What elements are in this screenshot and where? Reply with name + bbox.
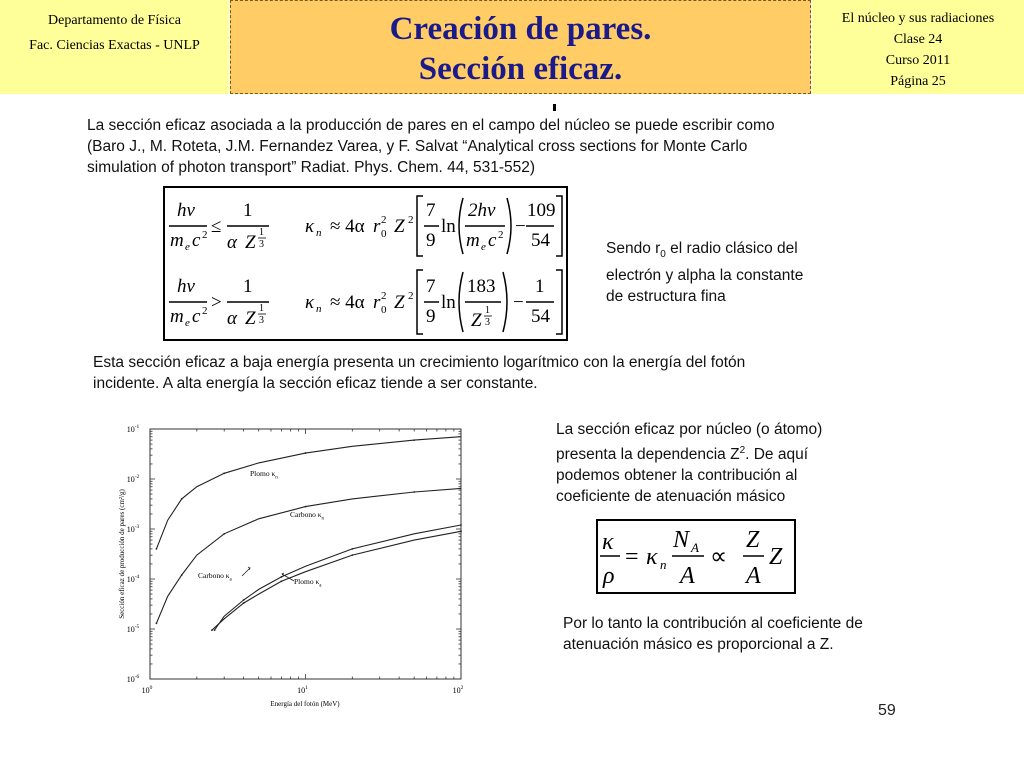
header-department xyxy=(0,0,229,94)
eq-a-den: A xyxy=(746,563,761,589)
y-tick-label: $10^{-6}$ xyxy=(126,674,140,684)
attenuation-equation-svg xyxy=(598,521,794,592)
alpha-symbol: α xyxy=(227,308,237,329)
series-point xyxy=(460,524,462,526)
greater-than-sign: > xyxy=(211,292,222,313)
curve-label-arrowhead xyxy=(282,573,284,576)
hv-numerator: hν xyxy=(177,200,195,221)
axis-ticks xyxy=(127,424,464,695)
x-axis-label: Energía del fotón (MeV) xyxy=(270,700,340,708)
r0-sub: 0 xyxy=(381,304,387,316)
series-point xyxy=(351,548,353,550)
faculty-name: Fac. Ciencias Exactas - UNLP xyxy=(29,38,200,53)
left-paren xyxy=(459,198,463,254)
eq-rho: ρ xyxy=(603,563,615,589)
less-equal-sign: ≤ xyxy=(211,216,222,237)
third-num: 1 xyxy=(259,303,264,314)
mec2-exp: 2 xyxy=(202,229,208,241)
one-numerator: 1 xyxy=(243,276,253,297)
left-paren xyxy=(459,272,463,332)
kappa-symbol: κ xyxy=(305,292,315,313)
minus-sign: − xyxy=(513,292,524,313)
cross-section-formulas-svg xyxy=(165,188,566,339)
intro-paragraph xyxy=(87,115,775,178)
ln-text: ln xyxy=(441,216,456,237)
eq-kappa-sub: n xyxy=(660,557,667,572)
r0-exp: 2 xyxy=(381,290,387,302)
header-course-info xyxy=(812,0,1024,94)
series-point xyxy=(211,629,213,631)
series-point xyxy=(413,491,415,493)
x-tick-label: $10^2$ xyxy=(452,685,464,695)
mec2-e: e xyxy=(481,241,486,253)
nine: 9 xyxy=(426,230,436,251)
series-point xyxy=(305,452,307,454)
series-line-plomo-a xyxy=(215,525,462,630)
z-line: podemos obtener la contribución al xyxy=(556,467,798,485)
mec2-exp: 2 xyxy=(202,305,208,317)
y-tick-label: $10^{-5}$ xyxy=(126,624,140,634)
series-point xyxy=(460,530,462,532)
left-bracket xyxy=(417,196,423,256)
curve-label: Carbono $\kappa_n$ xyxy=(290,510,324,522)
low-energy-paragraph xyxy=(93,352,745,394)
series-point xyxy=(413,439,415,441)
course-year: Curso 2011 xyxy=(885,53,951,68)
third-den: 3 xyxy=(259,239,264,250)
series-point xyxy=(243,599,245,601)
z-text: presenta la dependencia Z xyxy=(556,446,740,464)
series-point xyxy=(181,574,183,576)
eq-equals: = xyxy=(625,544,639,570)
right-paren xyxy=(503,272,507,332)
series-point xyxy=(223,533,225,535)
third-den: 3 xyxy=(259,315,264,326)
eq-z-num: Z xyxy=(746,527,760,553)
hv-numerator: hν xyxy=(177,276,195,297)
low-energy-line: Esta sección eficaz a baja energía presenta un crecimiento logarítmico con la energía del fotón xyxy=(93,354,746,371)
x-tick-label: $10^0$ xyxy=(141,685,153,695)
nine: 9 xyxy=(426,306,436,327)
den-54: 54 xyxy=(531,230,550,251)
series-point xyxy=(243,602,245,604)
mec2-c: c xyxy=(192,230,201,251)
series-point xyxy=(181,498,183,500)
approx-4alpha: ≈ 4α xyxy=(330,292,365,313)
series-point xyxy=(281,580,283,582)
z-symbol: Z xyxy=(245,308,256,329)
series-point xyxy=(281,576,283,578)
note-text: Sendo r xyxy=(606,240,661,257)
series-point xyxy=(305,506,307,508)
z-superscript: 2 xyxy=(739,445,746,456)
eq-a: A xyxy=(680,563,695,589)
z-text: . De aquí xyxy=(745,446,809,464)
intro-line: simulation of photon transport” Radiat. Phys. Chem. 44, 531-552) xyxy=(87,159,536,176)
eq-kappa-n: κ xyxy=(646,544,658,570)
series-line-carbono-n xyxy=(156,488,461,623)
class-number: Clase 24 xyxy=(893,32,943,47)
z-symbol: Z xyxy=(394,292,405,313)
curve-label: Plomo $\kappa_a$ xyxy=(294,577,322,589)
series-point xyxy=(214,629,216,631)
num-109: 109 xyxy=(527,200,556,221)
department-name: Departamento de Física xyxy=(48,13,181,28)
mec2-m: m xyxy=(466,230,480,251)
approx-4alpha: ≈ 4α xyxy=(330,216,365,237)
slide-title-line1: Creación de pares. xyxy=(389,11,652,47)
kappa-symbol: κ xyxy=(305,216,315,237)
third-num: 1 xyxy=(259,227,264,238)
eq-propto: ∝ xyxy=(710,544,728,570)
conclusion-line: Por lo tanto la contribución al coeficiente de xyxy=(563,615,863,632)
note-subscript: 0 xyxy=(660,249,666,261)
mec2-e: e xyxy=(185,317,190,329)
intro-line: (Baro J., M. Roteta, J.M. Fernandez Varea, y F. Salvat “Analytical cross sections for Monte Carlo xyxy=(87,138,748,155)
slide-title-line2: Sección eficaz. xyxy=(418,51,623,87)
eq-na-a: A xyxy=(691,540,699,555)
kappa-sub: n xyxy=(316,303,322,315)
note-text: el radio clásico del xyxy=(665,240,798,257)
mec2-c: c xyxy=(192,306,201,327)
series-line-carbono-a xyxy=(212,531,461,630)
third-num: 1 xyxy=(485,305,490,316)
z-exp: 2 xyxy=(408,214,414,226)
cross-section-formulas xyxy=(163,186,568,341)
y-tick-label: $10^{-2}$ xyxy=(126,474,140,484)
stray-mark xyxy=(553,104,556,111)
mec2-m: m xyxy=(170,230,184,251)
z-line xyxy=(556,440,822,465)
minus-sign: − xyxy=(515,216,526,237)
pair-production-chart xyxy=(112,418,484,714)
den-54: 54 xyxy=(531,306,550,327)
curve-labels xyxy=(198,469,324,589)
mec2-e: e xyxy=(185,241,190,253)
plot-frame xyxy=(150,429,461,679)
z-symbol: Z xyxy=(471,310,482,331)
ln-text: ln xyxy=(441,292,456,313)
note-line: electrón y alpha la constante xyxy=(606,267,804,285)
series-point xyxy=(351,554,353,556)
r0-symbol: r xyxy=(373,216,381,237)
low-energy-line: incidente. A alta energía la sección eficaz tiende a ser constante. xyxy=(93,375,538,392)
z-exp: 2 xyxy=(408,290,414,302)
conclusion-line: atenuación másico es proporcional a Z. xyxy=(563,636,834,653)
z-line: coeficiente de atenuación másico xyxy=(556,488,786,506)
r0-alpha-note xyxy=(606,238,803,307)
y-tick-label: $10^{-1}$ xyxy=(126,424,140,434)
page-number: 59 xyxy=(878,702,896,719)
right-bracket xyxy=(556,270,562,334)
curve-label-arrow xyxy=(242,568,250,576)
x-tick-label: $10^1$ xyxy=(297,685,308,695)
right-paren xyxy=(507,198,511,254)
z-line: La sección eficaz por núcleo (o átomo) xyxy=(556,421,823,438)
r0-exp: 2 xyxy=(381,214,387,226)
y-axis-label: Sección eficaz de producción de pares (cm²/g) xyxy=(118,489,126,619)
eq-z: Z xyxy=(769,544,783,570)
course-name: El núcleo y sus radiaciones xyxy=(841,11,995,26)
kappa-sub: n xyxy=(316,227,322,239)
one-numerator: 1 xyxy=(243,200,253,221)
series-point xyxy=(223,472,225,474)
mec2-m: m xyxy=(170,306,184,327)
note-line: de estructura fina xyxy=(606,288,726,306)
eq-kappa: κ xyxy=(602,529,614,555)
mec2-c: c xyxy=(488,230,497,251)
series-point xyxy=(156,548,158,550)
alpha-symbol: α xyxy=(227,232,237,253)
z-symbol: Z xyxy=(394,216,405,237)
r0-symbol: r xyxy=(373,292,381,313)
header-title-box xyxy=(230,0,811,94)
note-line xyxy=(606,238,803,265)
two-hv: 2hν xyxy=(468,200,496,221)
y-tick-label: $10^{-3}$ xyxy=(126,524,140,534)
r0-sub: 0 xyxy=(381,228,387,240)
attenuation-equation xyxy=(596,519,796,594)
intro-line: La sección eficaz asociada a la producción de pares en el campo del núcleo se puede escribir como xyxy=(87,117,775,134)
y-tick-label: $10^{-4}$ xyxy=(126,574,140,584)
num-183: 183 xyxy=(467,276,496,297)
left-bracket xyxy=(417,270,423,334)
series-line-plomo-n xyxy=(156,437,461,549)
page-label: Página 25 xyxy=(890,74,946,89)
right-bracket xyxy=(556,196,562,256)
seven: 7 xyxy=(426,276,436,297)
one-numerator: 1 xyxy=(535,276,545,297)
eq-na-n: N xyxy=(673,527,690,553)
conclusion-paragraph xyxy=(563,613,863,655)
curve-label: Carbono $\kappa_a$ xyxy=(198,571,232,583)
curve-label: Plomo $\kappa_n$ xyxy=(250,469,278,481)
z-dependence-paragraph xyxy=(556,419,822,507)
seven: 7 xyxy=(426,200,436,221)
chart-series xyxy=(156,437,462,631)
third-den: 3 xyxy=(485,317,490,328)
series-point xyxy=(156,622,158,624)
z-symbol: Z xyxy=(245,232,256,253)
mec2-exp: 2 xyxy=(498,229,504,241)
